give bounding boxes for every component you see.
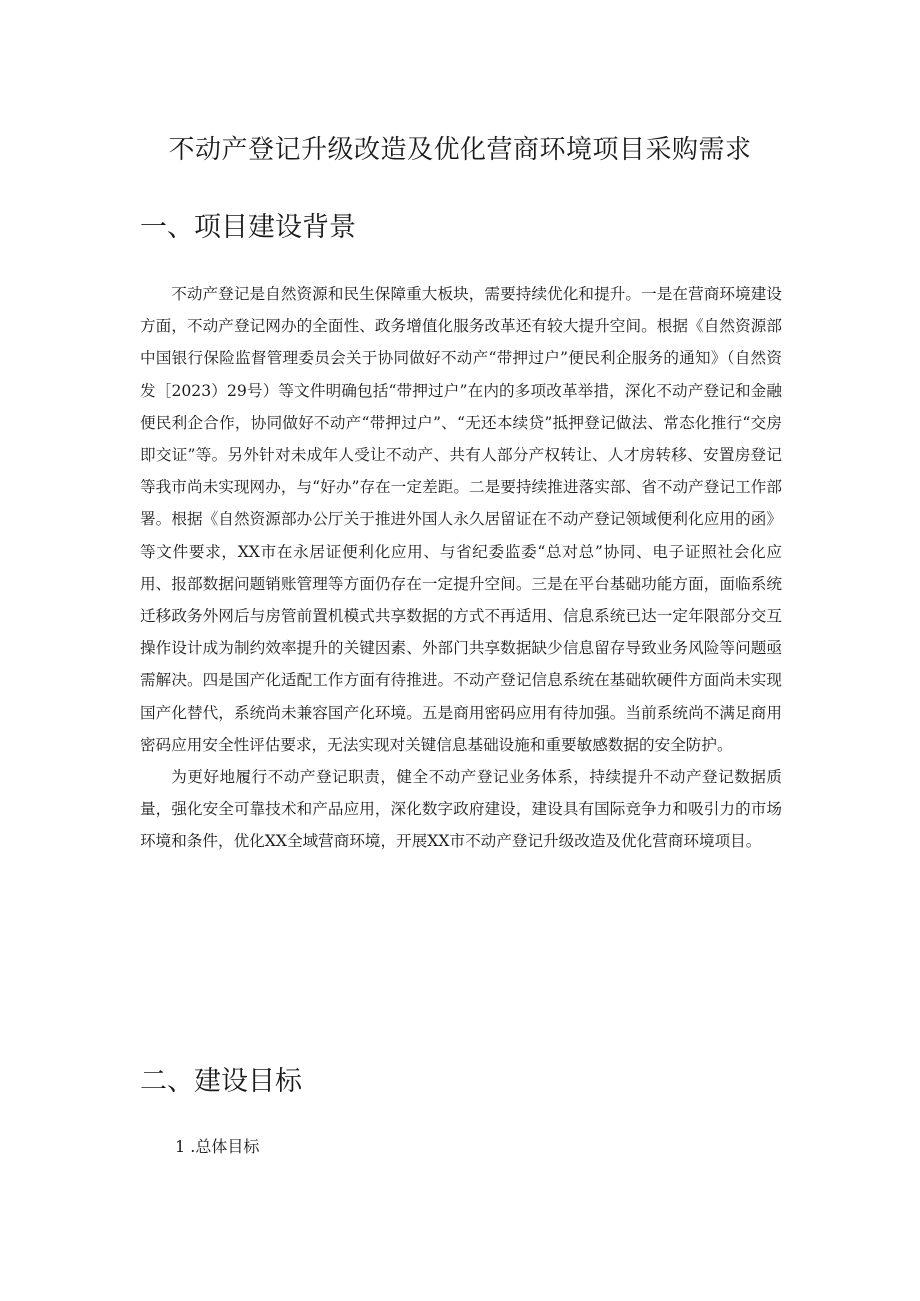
section-body-background <box>140 278 782 858</box>
document-title: 不动产登记升级改造及优化营商环境项目采购需求 <box>168 135 752 165</box>
section-heading-goals: 二、建设目标 <box>140 1066 302 1097</box>
section-heading-background: 一、项目建设背景 <box>140 212 356 243</box>
paragraph-purpose: 为更好地履行不动产登记职责，健全不动产登记业务体系，持续提升不动产登记数据质量，强化安全可靠技术和产品应用，深化数字政府建设，建设具有国际竞争力和吸引力的市场环境和条件，优化XX全域营商环境，开展XX市不动产登记升级改造及优化营商环境项目。 <box>140 768 782 851</box>
paragraph-background: 不动产登记是自然资源和民生保障重大板块，需要持续优化和提升。一是在营商环境建设方面，不动产登记网办的全面性、政务增值化服务改革还有较大提升空间。根据《自然资源部中国银行保险监督管理委员会关于协同做好不动产“带押过户”便民利企服务的通知》（自然资发［2023）29号）等文件明确包括“带押过户”在内的多项改革举措，深化不动产登记和金融便民利企合作，协同做好不动产“带押过户”、“无还本续贷”抵押登记做法、常态化推行“交房即交证”等。另外针对未成年人受让不动产、共有人部分产权转让、人才房转移、安置房登记等我市尚未实现网办，与“好办”存在一定差距。二是要持续推进落实部、省不动产登记工作部署。根据《自然资源部办公厅关于推进外国人永久居留证在不动产登记领域便利化应用的函》等文件要求，XX市在永居证便利化应用、与省纪委监委“总对总”协同、电子证照社会化应用、报部数据问题销账管理等方面仍存在一定提升空间。三是在平台基础功能方面，面临系统迁移政务外网后与房管前置机模式共享数据的方式不再适用、信息系统已达一定年限部分交互操作设计成为制约效率提升的关键因素、外部门共享数据缺少信息留存导致业务风险等问题亟需解决。四是国产化适配工作方面有待推进。不动产登记信息系统在基础软硬件方面尚未实现国产化替代，系统尚未兼容国产化环境。五是商用密码应用有待加强。当前系统尚不满足商用密码应用安全性评估要求，无法实现对关键信息基础设施和重要敏感数据的安全防护。 <box>140 285 782 754</box>
subheading-overall-goal: 1 .总体目标 <box>175 1137 260 1156</box>
